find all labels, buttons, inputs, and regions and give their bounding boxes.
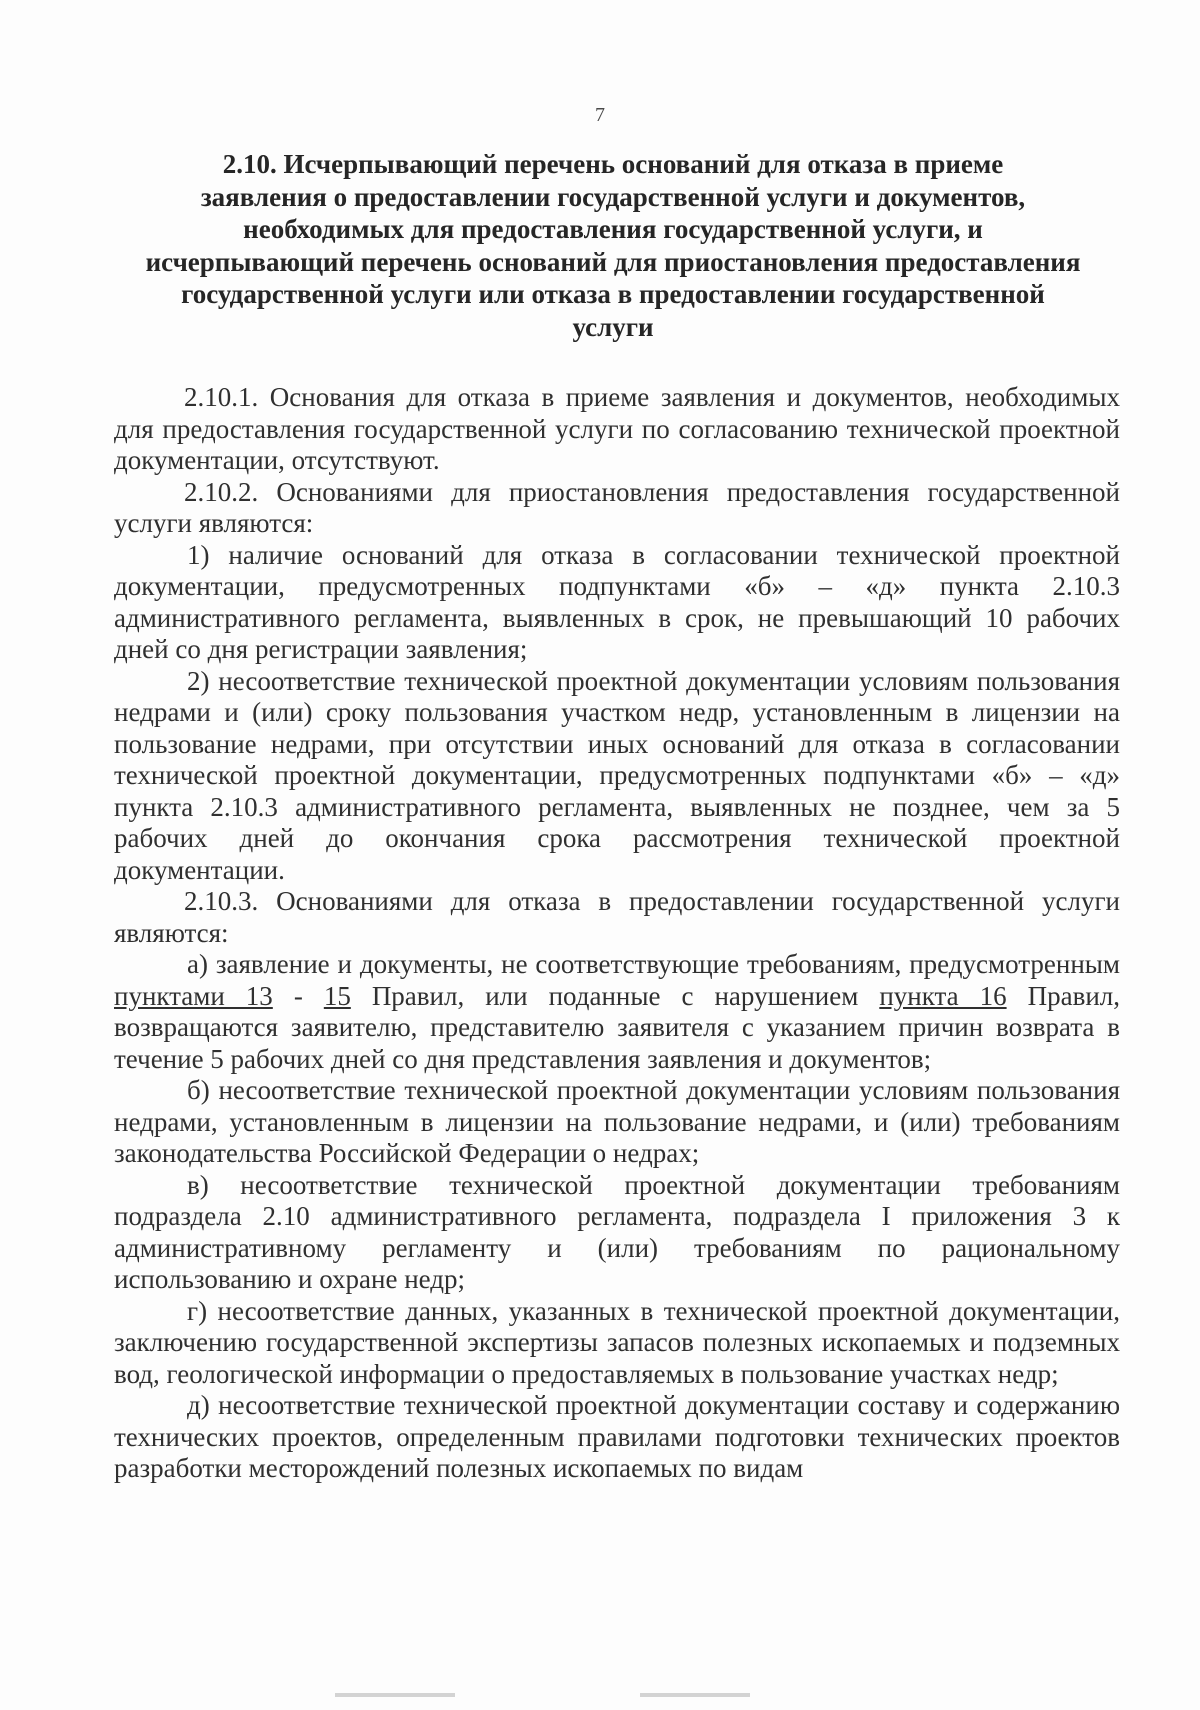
paragraph-2-10-3: 2.10.3. Основаниями для отказа в предоставлении государственной услуги являются: — [114, 886, 1120, 948]
heading-line: необходимых для предоставления государственной услуги, и — [243, 214, 983, 244]
page-number: 7 — [595, 104, 605, 126]
rules-link-point-16[interactable]: пункта 16 — [879, 980, 1007, 1011]
heading-line: 2.10. Исчерпывающий перечень оснований для отказа в приеме — [222, 149, 1004, 179]
heading-line: услуги — [572, 311, 654, 342]
item-a-text: а) заявление и документы, не соответствующие требованиям, предусмотренным — [187, 949, 1120, 979]
heading-line: государственной услуги или отказа в предоставлении государственной — [181, 279, 1045, 309]
list-item-v: в) несоответствие технической проектной документации требованиям подраздела 2.10 административного регламента, подраздела I приложения 3 к административному регламенту и (или) требованиям по рациональному использованию и охране недр; — [114, 1169, 1120, 1294]
list-item-d: д) несоответствие технической проектной документации составу и содержанию технических проектов, определенным правилами подготовки технических проектов разработки месторождений полезных ископаемых по видам — [114, 1390, 1120, 1483]
list-item-1: 1) наличие оснований для отказа в согласовании технической проектной документации, предусмотренных подпунктами «б» – «д» пункта 2.10.3 административного регламента, выявленных в срок, не превышающий 10 рабочих дней со дня регистрации заявления; — [114, 539, 1120, 664]
item-a-text: - — [272, 980, 324, 1011]
heading-line: исчерпывающий перечень оснований для приостановления предоставления — [145, 246, 1081, 277]
heading-line: заявления о предоставлении государственной услуги и документов, — [200, 181, 1026, 212]
paragraph-2-10-2: 2.10.2. Основаниями для приостановления предоставления государственной услуги являются: — [114, 476, 1120, 538]
list-item-a — [114, 949, 1120, 1075]
section-heading — [118, 148, 1108, 343]
scan-artifact — [335, 1693, 455, 1697]
scan-artifact — [640, 1693, 750, 1697]
list-item-g: г) несоответствие данных, указанных в технической проектной документации, заключению государственной экспертизы запасов полезных ископаемых и подземных вод, геологической информации о предоставляемых в пользование участках недр; — [114, 1295, 1120, 1389]
list-item-b: б) несоответствие технической проектной документации условиям пользования недрами, установленным в лицензии на пользование недрами, и (или) требованиям законодательства Российской Федерации о недрах; — [114, 1075, 1120, 1168]
paragraph-2-10-1: 2.10.1. Основания для отказа в приеме заявления и документов, необходимых для предоставления государственной услуги по согласованию технической проектной документации, отсутствуют. — [114, 382, 1120, 475]
rules-link-point-15[interactable]: 15 — [323, 980, 351, 1011]
rules-link-points-13[interactable]: пунктами 13 — [114, 980, 273, 1011]
item-a-text: Правил, возвращаются заявителю, представителю заявителя с указанием причин возврата в течение 5 рабочих дней со дня представления заявления и документов; — [114, 980, 1120, 1074]
body-text — [114, 382, 1120, 1485]
item-a-text: Правил, или поданные с нарушением — [350, 980, 880, 1011]
list-item-2: 2) несоответствие технической проектной документации условиям пользования недрами и (или) сроку пользования участком недр, установленным в лицензии на пользование недрами, при отсутствии иных оснований для отказа в согласовании технической проектной документации, предусмотренных подпунктами «б» – «д» пункта 2.10.3 административного регламента, выявленных не позднее, чем за 5 рабочих дней до окончания срока рассмотрения технической проектной документации. — [114, 665, 1120, 885]
